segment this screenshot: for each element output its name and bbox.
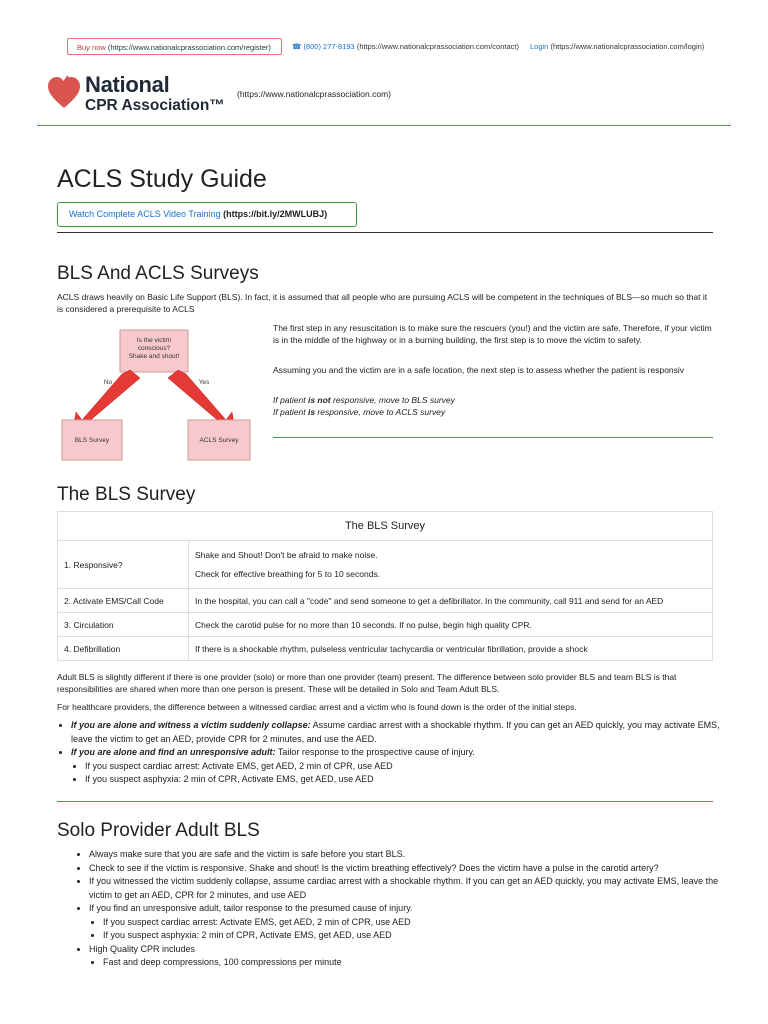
bls-survey-table	[57, 511, 713, 661]
flow-no-label: No	[103, 379, 113, 386]
table-step: 2. Activate EMS/Call Code	[58, 589, 189, 613]
top-bar	[67, 38, 717, 58]
table-step: 3. Circulation	[58, 613, 189, 637]
flow-bls-label: BLS Survey	[74, 437, 110, 444]
login-link[interactable]	[530, 42, 704, 51]
list-item: • If you are alone and witness a victim suddenly collapse: Assume cardiac arrest with a shockable rhythm. If you can get an AED quickly, you may activate EMS, leave the victim to get an AED, provide CPR for 2 minutes, and use the AED.	[71, 719, 727, 746]
title-divider	[57, 232, 713, 233]
surveys-intro: ACLS draws heavily on Basic Life Support (BLS). In fact, it is assumed that all people who are pursuing ACLS will be competent in the techniques of BLS—so much so that it is considered a prerequisite to ACLS	[57, 292, 708, 314]
survey-rule-not-responsive: If patient is not responsive, move to BLS survey	[273, 395, 455, 405]
list-item: • Always make sure that you are safe and the victim is safe before you start BLS.	[89, 848, 727, 862]
buy-now-button[interactable]	[67, 38, 282, 55]
table-step-desc: If there is a shockable rhythm, pulseless ventricular tachycardia or ventricular fibrillation, provide a shock	[189, 637, 713, 661]
table-step: 1. Responsive?	[58, 541, 189, 589]
list-subitem: • If you suspect cardiac arrest: Activate EMS, get AED, 2 min of CPR, use AED	[103, 916, 727, 930]
list-subitem: • If you suspect asphyxia: 2 min of CPR, Activate EMS, get AED, use AED	[85, 773, 727, 787]
watch-video-button[interactable]	[57, 202, 357, 227]
login-label[interactable]: Login	[530, 42, 549, 51]
phone-url: (https://www.nationalcprassociation.com/contact)	[356, 42, 519, 51]
list-item: • High Quality CPR includes • Fast and deep compressions, 100 compressions per minute	[89, 943, 727, 970]
solo-bullet-list	[75, 848, 727, 970]
table-row	[58, 613, 713, 637]
watch-video-url: (https://bit.ly/2MWLUBJ)	[223, 209, 328, 219]
table-step-desc: Shake and Shout! Don't be afraid to make noise. Check for effective breathing for 5 to 10 seconds.	[189, 541, 713, 589]
list-subitem: • If you suspect cardiac arrest: Activate EMS, get AED, 2 min of CPR, use AED	[85, 760, 727, 774]
logo-subtitle: CPR Association™	[85, 97, 225, 114]
table-step: 4. Defibrillation	[58, 637, 189, 661]
table-row	[58, 637, 713, 661]
surveys-para2: Assuming you and the victim are in a safe location, the next step is to assess whether the patient is responsiv	[273, 365, 685, 375]
login-url: (https://www.nationalcprassociation.com/login)	[550, 42, 705, 51]
bls-bullet-list	[57, 719, 727, 787]
phone-label[interactable]: (800) 277-8193	[303, 42, 355, 51]
list-item: • Check to see if the victim is responsive. Shake and shout! Is the victim breathing effectively? Does the victim have a pulse in the carotid artery?	[89, 862, 727, 876]
heart-logo-icon	[47, 76, 81, 110]
survey-flowchart	[60, 328, 252, 469]
list-item: • If you find an unresponsive adult, tailor response to the presumed cause of injury. • If you suspect cardiac arrest: Activate EMS, get AED, 2 min of CPR, use AED • If you suspect asphyxia: 2 min of CPR, Activate EMS, get AED, use AED	[89, 902, 727, 943]
solo-heading: Solo Provider Adult BLS	[57, 820, 260, 841]
surveys-divider	[273, 437, 713, 438]
flow-yes-label: Yes	[198, 379, 210, 386]
buy-now-label[interactable]: Buy now	[77, 43, 106, 52]
table-header-row	[58, 512, 713, 541]
page-title: ACLS Study Guide	[57, 165, 267, 193]
header-divider	[37, 125, 731, 126]
logo-url: (https://www.nationalcprassociation.com)	[237, 89, 392, 99]
table-title: The BLS Survey	[58, 512, 713, 541]
list-item: • If you witnessed the victim suddenly collapse, assume cardiac arrest with a shockable rhythm. If you can get an AED quickly, you may activate EMS, leave the victim to get an AED, CPR for 2 minutes, and use AED	[89, 875, 727, 902]
logo-name: National	[85, 72, 170, 97]
phone-icon: ☎	[292, 42, 302, 51]
table-step-desc: In the hospital, you can call a "code" and send someone to get a defibrillator. In the community, call 911 and send for an AED	[189, 589, 713, 613]
phone-link[interactable]	[292, 42, 519, 51]
list-subitem: • Fast and deep compressions, 100 compressions per minute	[103, 956, 727, 970]
flow-question-line1: Is the victim	[136, 337, 172, 344]
surveys-para1: The first step in any resuscitation is to make sure the rescuers (you!) and the victim are safe. Therefore, if your victim is in the middle of the highway or in a burning building, the first step is to move the victim to safety.	[273, 323, 712, 345]
bls-para2: For healthcare providers, the difference between a witnessed cardiac arrest and a victim who is found down is the order of the initial steps.	[57, 702, 577, 712]
table-row	[58, 541, 713, 589]
list-subitem: • If you suspect asphyxia: 2 min of CPR, Activate EMS, get AED, use AED	[103, 929, 727, 943]
table-step-desc: Check the carotid pulse for no more than 10 seconds. If no pulse, begin high quality CPR.	[189, 613, 713, 637]
bls-para1: Adult BLS is slightly different if there is one provider (solo) or more than one provider (team) present. The difference between solo provider BLS and team BLS is that responsibilities are shared when more than one person is present. These will be detailed in Solo and Team Adult BLS.	[57, 672, 677, 694]
flow-acls-label: ACLS Survey	[199, 437, 239, 444]
surveys-heading: BLS And ACLS Surveys	[57, 263, 259, 284]
list-item: • If you are alone and find an unresponsive adult: Tailor response to the prospective cause of injury. • If you suspect cardiac arrest: Activate EMS, get AED, 2 min of CPR, use AED • If you suspect asphyxia: 2 min of CPR, Activate EMS, get AED, use AED	[71, 746, 727, 787]
table-row	[58, 589, 713, 613]
flow-question-line2: conscious?	[137, 345, 171, 352]
watch-video-label[interactable]: Watch Complete ACLS Video Training	[69, 209, 221, 219]
flow-question-line3: Shake and shout!	[128, 353, 180, 360]
bls-divider	[57, 801, 713, 802]
buy-now-url: (https://www.nationalcprassociation.com/register)	[107, 43, 271, 52]
survey-rule-responsive: If patient is responsive, move to ACLS survey	[273, 407, 446, 417]
bls-heading: The BLS Survey	[57, 484, 196, 505]
